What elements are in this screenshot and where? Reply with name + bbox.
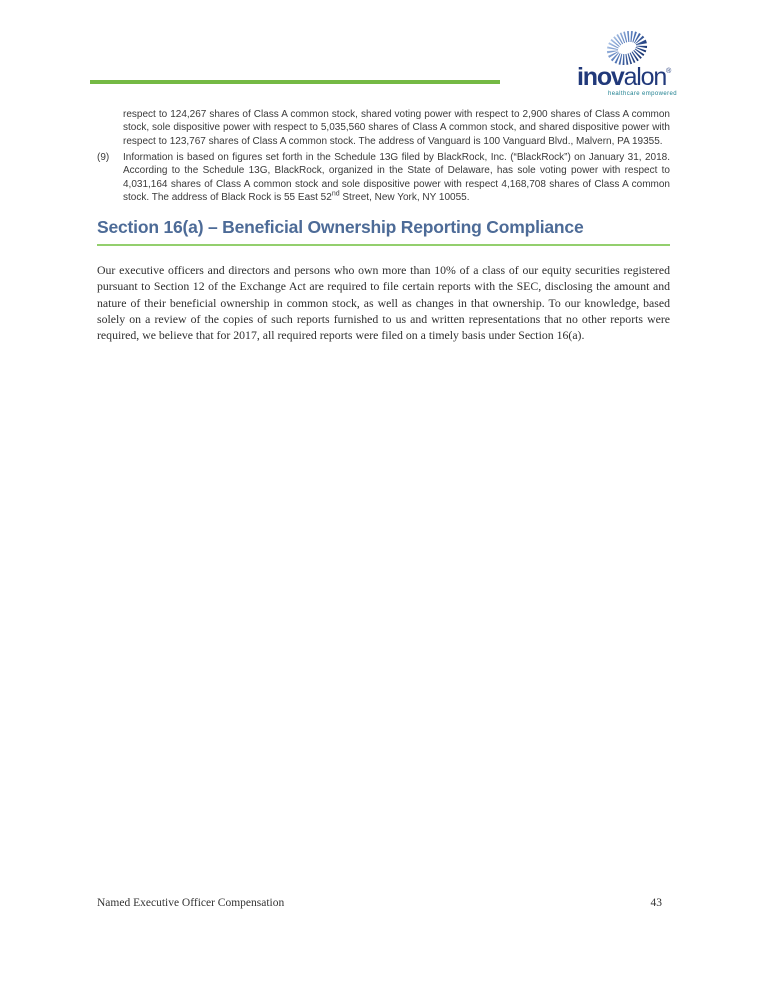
header-rule bbox=[90, 80, 500, 84]
logo-swirl-icon bbox=[571, 26, 683, 68]
registered-mark: ® bbox=[666, 68, 672, 75]
logo-wordmark bbox=[577, 65, 683, 90]
logo-word-light: alon bbox=[623, 63, 667, 91]
footnote-continuation-text: respect to 124,267 shares of Class A common stock, shared voting power with respect to 2,900 shares of Class A common stock, sole dispositive power with respect to 5,035,560 shares of Class A common stock, and shared dispositive power with respect to 123,767 shares of Class A common stock. The address of Vanguard is 100 Vanguard Blvd., Malvern, PA 19355. bbox=[123, 109, 670, 147]
footer-page-number: 43 bbox=[650, 897, 662, 909]
footnote-9-text bbox=[123, 151, 670, 205]
section-heading-underline bbox=[97, 244, 670, 246]
page-footer bbox=[97, 897, 662, 909]
footer-section-title: Named Executive Officer Compensation bbox=[97, 897, 285, 909]
inovalon-logo bbox=[577, 26, 683, 97]
footnote-9-number: (9) bbox=[97, 152, 110, 163]
footnote-9-text-part2: Street, New York, NY 10055. bbox=[339, 192, 470, 204]
section-heading: Section 16(a) – Beneficial Ownership Reporting Compliance bbox=[97, 217, 584, 237]
footnote-9-superscript: nd bbox=[331, 190, 340, 198]
footnote-9-text-part1: Information is based on figures set forth in the Schedule 13G filed by BlackRock, Inc. (“BlackRock”) on January 31, 2018. According to the Schedule 13G, BlackRock, organized in the State of Delaware, has sole voting power with respect to 4,031,164 shares of Class A common stock and sole dispositive power with respect 4,168,708 shares of Class A common stock. The address of Black Rock is 55 East 52 bbox=[123, 152, 670, 204]
logo-tagline: healthcare empowered bbox=[607, 91, 677, 97]
logo-word-bold: inov bbox=[577, 63, 624, 91]
section-body-paragraph: Our executive officers and directors and persons who own more than 10% of a class of our equity securities registered pursuant to Section 12 of the Exchange Act are required to file certain reports with the SEC, disclosing the amount and nature of their beneficial ownership in common stock, as well as changes in that ownership. To our knowledge, based solely on a review of the copies of such reports furnished to us and written representations that no other reports were required, we believe that for 2017, all required reports were filed on a timely basis under Section 16(a). bbox=[97, 263, 670, 343]
footnote-9 bbox=[97, 151, 670, 205]
